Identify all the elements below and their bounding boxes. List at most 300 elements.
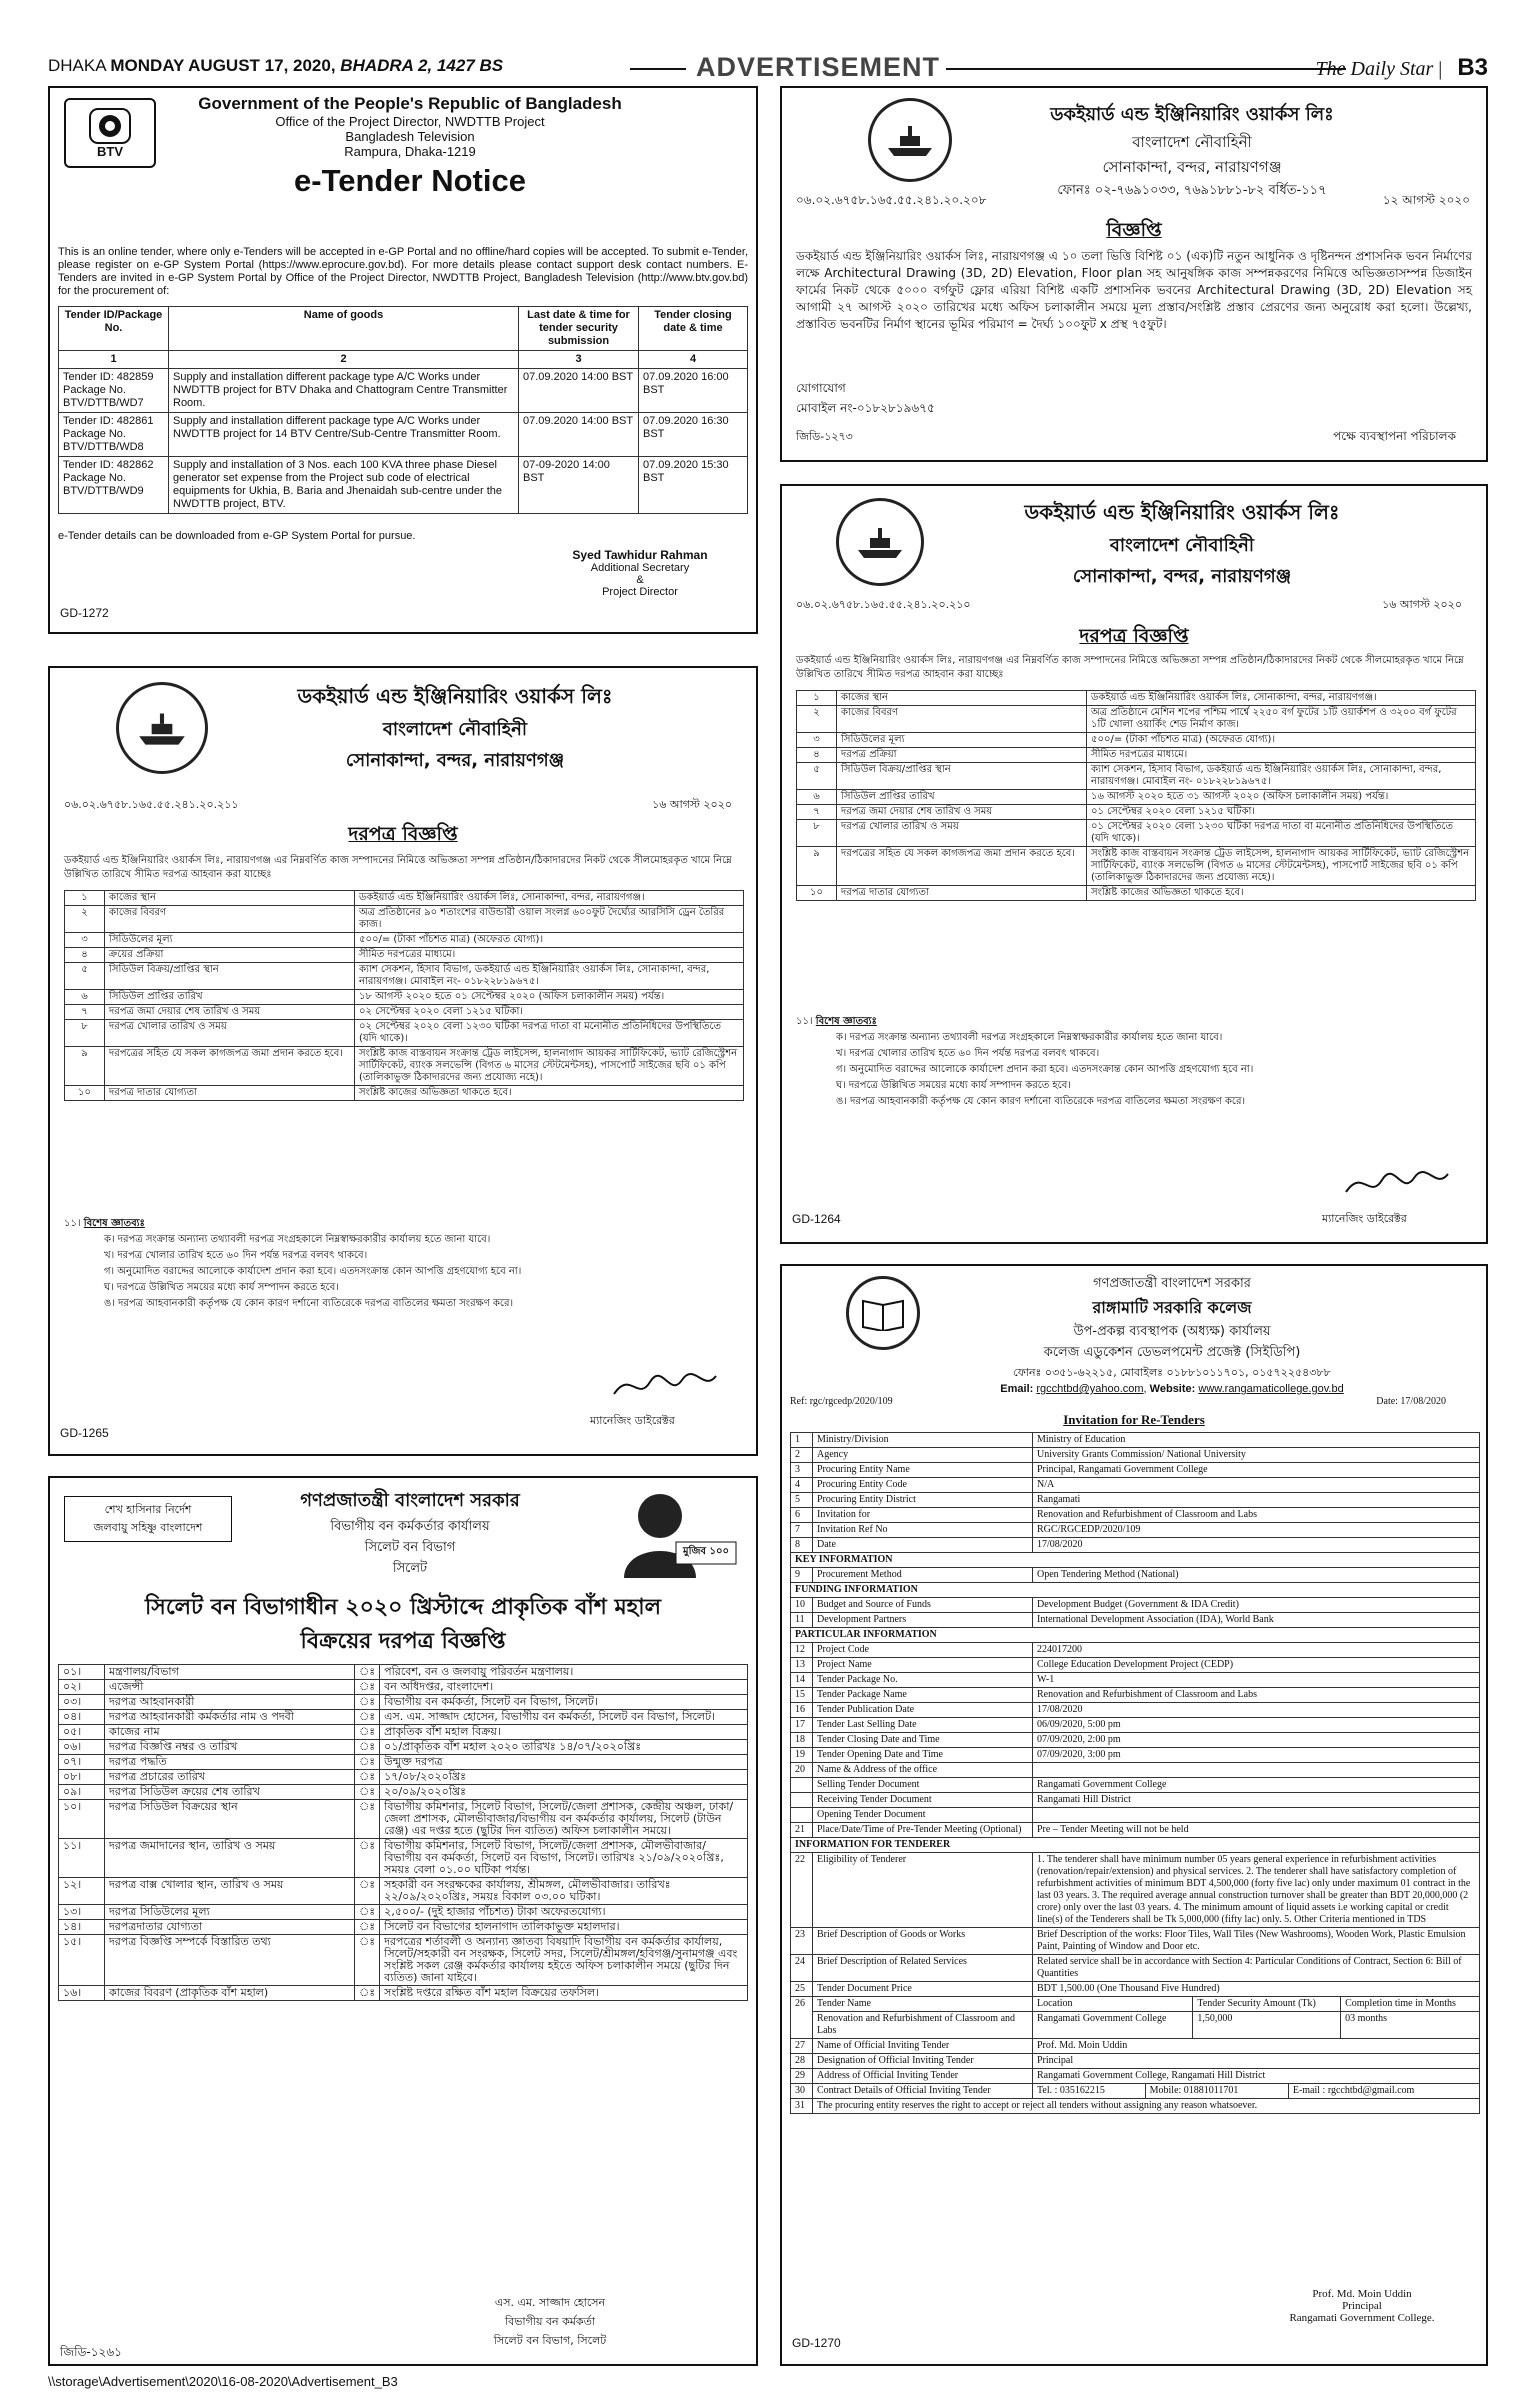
dockyard-notice-body: ডকইয়ার্ড এন্ড ইঞ্জিনিয়ারিং ওয়ার্কস লিঃ, নারায়ণগঞ্জ এ ১০ তলা ভিত্তি বিশিষ্ট ০১ (এক)টি নতুন আধুনিক ও দৃষ্টিনন্দন প্রশাসনিক ভবন নির্মাণের লক্ষে Architectural Drawing (3D, 2D) Elevation, Floor plan সহ আনুষঙ্গিক কাজ সম্পন্নকরণের নিমিত্তে অভিজ্ঞতাসম্পন্ন ডিজাইন ফার্মের নিকট থেকে ৫০০০ বর্গফুট ফ্লোর এরিয়া বিশিষ্ট একটি প্রশাসনিক ভবনের Architectural Drawing (3D, 2D) Elevation সহ আগামী ২৭ আগস্ট ২০২০ তারিখের মধ্যে অফিস চলাকালীন সময়ে মূল্য প্রস্তাব/সংশ্লিষ্ট প্রস্তাব প্রেরণের জন্য অনুরোধ করা হলো। উল্লেখ্য, প্রস্তাবিত ভবনটির নির্মাণ স্থানের ভূমির পরিমাণ = দৈর্ঘ্য ১০০ফুট x প্রস্থ ৭৫ফুট। [796, 249, 1472, 331]
tender-left-signature [610, 1368, 720, 1409]
cell: 25 [791, 1982, 813, 1997]
cell: N/A [1033, 1478, 1480, 1493]
cell: Opening Tender Document [813, 1808, 1033, 1823]
btv-gd-code: GD-1272 [60, 606, 109, 620]
college-office: উপ-প্রকল্প ব্যবস্থাপক (অধ্যক্ষ) কার্যালয় [1073, 1324, 1271, 1339]
cell: ২ [797, 706, 837, 733]
dockyard-notice-heading [972, 100, 1412, 202]
cell: বন অধিদপ্তর, বাংলাদেশ। [380, 1680, 748, 1695]
btv-screen-icon [89, 108, 131, 144]
table-row [791, 1955, 1480, 1982]
cell: Supply and installation different package type A/C Works under NWDTTB project for BTV Dhaka and Chattogram Centre Transmitter Room. [169, 369, 519, 413]
masthead: The Daily Star | B3 [1315, 54, 1488, 81]
cell: Place/Date/Time of Pre-Tender Meeting (Optional) [813, 1823, 1033, 1838]
table-row [59, 1839, 748, 1878]
table-row [791, 1733, 1480, 1748]
cell: ০২ সেপ্টেম্বর ২০২০ বেলা ১২৩০ ঘটিকা দরপত্র দাতা বা মনোনীত প্রতিনিধিদের উপস্থিতিতে (যদি থাকে)। [355, 1020, 744, 1047]
cell: Mobile: 01881011701 [1145, 2084, 1288, 2099]
cell: 14 [791, 1673, 813, 1688]
cell: Receiving Tender Document [813, 1793, 1033, 1808]
cell: Location [1033, 1997, 1193, 2012]
table-row [791, 1928, 1480, 1955]
table-row [59, 1905, 748, 1920]
cell: 07-09-2020 14:00 BST [519, 457, 639, 514]
cell: ক্রয়ের প্রক্রিয়া [105, 948, 355, 963]
sylhet-signature-block [450, 2294, 650, 2351]
tender-right-notes [796, 1014, 1476, 1110]
cell: ঃ [355, 1878, 380, 1905]
btv-signer-title: Additional Secretary [590, 562, 690, 574]
college-tender-table [790, 1432, 1480, 2114]
btv-col-security: Last date & time for tender security submission [519, 307, 639, 351]
cell: দরপত্র খোলার তারিখ ও সময় [837, 820, 1087, 847]
note-item: ঙ। দরপত্র আহবানকারী কর্তৃপক্ষ যে কোন কারণ দর্শানো ব্যতিরেকে দরপত্র বাতিলের ক্ষমতা সংরক্ষণ করে। [104, 1298, 514, 1309]
cell: ৩ [65, 933, 105, 948]
cell: ০১ সেপ্টেম্বর ২০২০ বেলা ১২১৫ ঘটিকা। [1087, 805, 1476, 820]
table-row [791, 1568, 1480, 1583]
cell: 8 [791, 1538, 813, 1553]
cell: দরপত্রদাতার যোগ্যতা [105, 1920, 355, 1935]
table-row [791, 1748, 1480, 1763]
cell: সিলেট বন বিভাগের হালনাগাদ তালিকাভুক্ত মহালদার। [380, 1920, 748, 1935]
table-row [59, 1800, 748, 1839]
cell: E-mail : rgcchtbd@gmail.com [1288, 2084, 1479, 2099]
btv-title: e-Tender Notice [294, 163, 526, 198]
book-icon [861, 1295, 905, 1331]
cell: Tender Closing Date and Time [813, 1733, 1033, 1748]
tender-right-heading [942, 498, 1422, 593]
mujib-100-emblem [610, 1482, 740, 1578]
cell: ঃ [355, 1665, 380, 1680]
header-rule [946, 68, 1346, 70]
cell: 07.09.2020 14:00 BST [519, 413, 639, 457]
btv-signer-name: Syed Tawhidur Rahman [572, 548, 708, 562]
signature-scribble [1342, 1166, 1452, 1202]
college-signature-block [1262, 2288, 1462, 2324]
cell: প্রাকৃতিক বাঁশ মহাল বিক্রয়। [380, 1725, 748, 1740]
college-email[interactable]: rgcchtbd@yahoo.com [1036, 1383, 1144, 1395]
cell: 4 [791, 1478, 813, 1493]
cell: 17/08/2020 [1033, 1538, 1480, 1553]
table-row [791, 1433, 1480, 1448]
btv-col-number: 1 [59, 351, 169, 369]
cell: দরপত্র দাতার যোগ্যতা [837, 886, 1087, 901]
cell: সিডিউল বিক্রয়/প্রাপ্তির স্থান [837, 763, 1087, 790]
table-row [791, 2039, 1480, 2054]
btv-col-number: 4 [639, 351, 748, 369]
cell: দরপত্র সিডিউল বিক্রয়ের স্থান [105, 1800, 355, 1839]
table-row [797, 790, 1476, 805]
cell: ১০ [65, 1086, 105, 1101]
college-tender-table-b [790, 1996, 1480, 2039]
cell: ৪ [797, 748, 837, 763]
cell: Development Partners [813, 1613, 1033, 1628]
dockyard-logo [868, 98, 952, 182]
cell: 1,50,000 [1193, 2012, 1341, 2039]
cell: ডকইয়ার্ড এন্ড ইঞ্জিনিয়ারিং ওয়ার্কস লিঃ, সোনাকান্দা, বন্দর, নারায়ণগঞ্জ। [1087, 691, 1476, 706]
cell: সংশ্লিষ্ট দপ্তরে রক্ষিত বাঁশ মহাল বিক্রয়ের তফসিল। [380, 1986, 748, 2001]
cell: Tender Last Selling Date [813, 1718, 1033, 1733]
table-row [791, 1478, 1480, 1493]
tender-left-notes-no: ১১। [64, 1218, 81, 1229]
cell: সংশ্লিষ্ট কাজের অভিজ্ঞতা থাকতে হবে। [1087, 886, 1476, 901]
cell: ঃ [355, 1800, 380, 1839]
college-signer-org: Rangamati Government College. [1289, 2312, 1435, 2324]
note-item: ক। দরপত্র সংক্রান্ত অন্যান্য তথ্যাবলী দরপত্র সংগ্রহকালে নিম্নস্বাক্ষরকারীর কার্যালয় হতে জানা যাবে। [104, 1234, 491, 1245]
btv-footnote: e-Tender details can be downloaded from e-GP System Portal for pursue. [58, 530, 416, 542]
tender-right-org: ডকইয়ার্ড এন্ড ইঞ্জিনিয়ারিং ওয়ার্কস লিঃ [1024, 500, 1340, 524]
cell: ক্যাশ সেকশন, হিসাব বিভাগ, ডকইয়ার্ড এন্ড ইঞ্জিনিয়ারিং ওয়ার্কস লিঃ, সোনাকান্দা, বন্দর, নারায়ণগঞ্জ। মোবাইল নং- ০১৮২২৮১৯৬৭৫। [355, 963, 744, 990]
tender-left-gd-code: GD-1265 [60, 1426, 109, 1440]
cell: ৮ [65, 1020, 105, 1047]
cell [1033, 1808, 1480, 1823]
cell: RGC/RGCEDP/2020/109 [1033, 1523, 1480, 1538]
table-row [791, 1628, 1480, 1643]
cell: Contract Details of Official Inviting Tender [813, 2084, 1033, 2099]
cell: মন্ত্রণালয়/বিভাগ [105, 1665, 355, 1680]
dockyard-gd-code: জিডি-১২৭৩ [796, 430, 853, 443]
cell: 22 [791, 1853, 813, 1928]
cell: 17/08/2020 [1033, 1703, 1480, 1718]
cell: Development Budget (Government & IDA Credit) [1033, 1598, 1480, 1613]
cell: কাজের বিবরণ (প্রাকৃতিক বাঁশ মহাল) [105, 1986, 355, 2001]
college-heading: গণপ্রজাতন্ত্রী বাংলাদেশ সরকার রাঙ্গামাটি সরকারি কলেজ উপ-প্রকল্প ব্যবস্থাপক (অধ্যক্ষ) কার্যালয় কলেজ এডুকেশন ডেভলপমেন্ট প্রজেক্ট (সিইডিপি) ফোনঃ ০৩৫১-৬২২১৫, মোবাইলঃ ০১৮৮১০১১৭০১, ০১৫৭২২৫৪৩৮৮ Email: rgcchtbd@yahoo.com, Website: www.rangamaticollege.gov.bd [932, 1274, 1412, 1395]
cell: Principal, Rangamati Government College [1033, 1463, 1480, 1478]
table-row [59, 1665, 748, 1680]
btv-intro: This is an online tender, where only e-Tenders will be accepted in e-GP Portal and no offline/hard copies will be accepted. To submit e-Tender, please register on e-GP System Portal (https://www.eprocure.gov.bd). For more details please contact support desk contact numbers. E-Tenders are invited in e-GP System Portal by Office of the Project Director, NWDTTB Project, Bangladesh Television (http://www.btv.gov.bd) for the procurement of: [58, 246, 748, 297]
cell: ঃ [355, 1986, 380, 2001]
cell: কাজের বিবরণ [837, 706, 1087, 733]
table-row [65, 1047, 744, 1086]
cell: ০৪। [59, 1710, 105, 1725]
portrait-icon [610, 1482, 740, 1578]
table-row [59, 1725, 748, 1740]
btv-col-number: 3 [519, 351, 639, 369]
slogan-line: শেখ হাসিনার নির্দেশ [104, 1503, 192, 1516]
slogan-line: জলবায়ু সহিষ্ণু বাংলাদেশ [93, 1521, 203, 1534]
table-row [65, 906, 744, 933]
cell: দরপত্র বাক্স খোলার স্থান, তারিখ ও সময় [105, 1878, 355, 1905]
cell: Brief Description of Related Services [813, 1955, 1033, 1982]
table-row [797, 691, 1476, 706]
cell: ৯ [65, 1047, 105, 1086]
cell: ঃ [355, 1755, 380, 1770]
table-row [59, 1695, 748, 1710]
cell: 6 [791, 1508, 813, 1523]
cell: 26 [791, 1997, 813, 2039]
table-row [797, 706, 1476, 733]
cell: Rangamati Hill District [1033, 1793, 1480, 1808]
sylhet-signer-title: বিভাগীয় বন কর্মকর্তা [504, 2315, 596, 2328]
cell: ঃ [355, 1935, 380, 1986]
cell: ১০। [59, 1800, 105, 1839]
cell: ৫ [797, 763, 837, 790]
cell: ১১। [59, 1839, 105, 1878]
cell: Designation of Official Inviting Tender [813, 2054, 1033, 2069]
table-row [59, 1878, 748, 1905]
paper-name: The Daily Star [1315, 58, 1434, 80]
cell: সিডিউলের মূল্য [837, 733, 1087, 748]
cell: Name of Official Inviting Tender [813, 2039, 1033, 2054]
cell: সংশ্লিষ্ট কাজ বাস্তবায়ন সংক্রান্ত ট্রেড লাইসেন্স, হালনাগাদ আয়কর সার্টিফিকেট, ভ্যাট রেজিস্ট্রেশন সার্টিফিকেট, ব্যাংক সলভেন্সি (বিগত ৬ মাসের স্টেটমেন্টসহ), পাসপোর্ট সাইজের ছবি ০১ কপি (তালিকাভুক্ত ঠিকাদারদের জন্য প্রযোজ্য নহে)। [1087, 847, 1476, 886]
dockyard-org: ডকইয়ার্ড এন্ড ইঞ্জিনিয়ারিং ওয়ার্কস লিঃ [1050, 104, 1334, 125]
table-row [59, 1920, 748, 1935]
cell: ০১/প্রাকৃতিক বাঁশ মহাল ২০২০ তারিখঃ ১৪/০৭/২০২০খ্রিঃ [380, 1740, 748, 1755]
mujib-badge: মুজিব ১০০ [683, 1546, 729, 1557]
dateline-city: DHAKA [48, 56, 106, 75]
cell: দরপত্রের সহিত যে সকল কাগজপত্র জমা প্রদান করতে হবে। [105, 1047, 355, 1086]
table-row [65, 990, 744, 1005]
cell: BDT 1,500.00 (One Thousand Five Hundred) [1033, 1982, 1480, 1997]
college-website[interactable]: www.rangamaticollege.gov.bd [1198, 1383, 1344, 1395]
cell: ২ [65, 906, 105, 933]
cell: 18 [791, 1733, 813, 1748]
cell: Related service shall be in accordance with Section 4: Particular Conditions of Contract, Section 6: Bill of Quantities [1033, 1955, 1480, 1982]
cell: ৬ [65, 990, 105, 1005]
college-email-label: Email: [1000, 1383, 1034, 1395]
college-ref: Ref: rgc/rgcedp/2020/109 [790, 1396, 893, 1407]
cell: বিভাগীয় কমিশনার, সিলেট বিভাগ, সিলেট/জেলা প্রশাসক, মৌলভীবাজার/বিভাগীয় বন কর্মকর্তা, সিলেট বন বিভাগ, সিলেট। তারিখঃ ২১/০৯/২০২০খ্রিঃ, সময়ঃ বেলা ০১.০০ ঘটিকা পর্যন্ত। [380, 1839, 748, 1878]
tender-right-intro: ডকইয়ার্ড এন্ড ইঞ্জিনিয়ারিং ওয়ার্কস লিঃ, নারায়ণগঞ্জ এর নিম্নবর্ণিত কাজ সম্পাদনের নিমিত্তে অভিজ্ঞতা সম্পন্ন প্রতিষ্ঠান/ঠিকাদারদের নিকট থেকে সীলমোহরকৃত খামে নিম্নে উল্লিখিত তারিখে সীমিত দরপত্র আহবান করা যাচ্ছেঃ [796, 655, 1464, 680]
table-row [791, 1793, 1480, 1808]
ad-rangamati-college [780, 1264, 1488, 2366]
cell: ২,৫০০/- (দুই হাজার পাঁচশত) টাকা অফেরতযোগ্য। [380, 1905, 748, 1920]
cell: ০১। [59, 1665, 105, 1680]
cell: ঃ [355, 1725, 380, 1740]
cell: কাজের নাম [105, 1725, 355, 1740]
tender-left-title: দরপত্র বিজ্ঞপ্তি [348, 823, 458, 845]
cell: ৫ [65, 963, 105, 990]
btv-signature-block [550, 548, 730, 598]
table-row [791, 1718, 1480, 1733]
cell: দরপত্র প্রক্রিয়া [837, 748, 1087, 763]
note-item: ঙ। দরপত্র আহবানকারী কর্তৃপক্ষ যে কোন কারণ দর্শানো ব্যতিরেকে দরপত্র বাতিলের ক্ষমতা সংরক্ষণ করে। [836, 1096, 1246, 1107]
table-row [797, 763, 1476, 790]
cell: এস. এম. সাজ্জাদ হোসেন, বিভাগীয় বন কর্মকর্তা, সিলেট বন বিভাগ, সিলেট। [380, 1710, 748, 1725]
cell: Ministry of Education [1033, 1433, 1480, 1448]
cell: International Development Association (IDA), World Bank [1033, 1613, 1480, 1628]
cell [791, 1778, 813, 1793]
sylhet-tender-table [58, 1664, 748, 2001]
cell: ১৭/০৮/২০২০খ্রিঃ [380, 1770, 748, 1785]
cell: 15 [791, 1688, 813, 1703]
tender-left-heading [220, 682, 690, 777]
cell: অত্র প্রতিষ্ঠানে মেশিন শপের পশ্চিম পার্শ্বে ২২৫০ বর্গ ফুটের ১টি ওয়ার্কশপ ও ৩২০০ বর্গ ফুটের ১টি খোলা ওয়ার্কিং শেড নির্মাণ কাজ। [1087, 706, 1476, 733]
cell: দরপত্র প্রচারের তারিখ [105, 1770, 355, 1785]
cell: Rangamati Government College [1033, 1778, 1480, 1793]
cell: ০২ সেপ্টেম্বর ২০২০ বেলা ১২১৫ ঘটিকা। [355, 1005, 744, 1020]
table-row [791, 1673, 1480, 1688]
cell: 17 [791, 1718, 813, 1733]
cell: কাজের স্থান [837, 691, 1087, 706]
cell: 224017200 [1033, 1643, 1480, 1658]
table-row [791, 1703, 1480, 1718]
header-rule [630, 68, 686, 70]
cell: Tender Opening Date and Time [813, 1748, 1033, 1763]
cell: 07.09.2020 15:30 BST [639, 457, 748, 514]
cell: 9 [791, 1568, 813, 1583]
cell: Supply and installation different package type A/C Works under NWDTTB project for 14 BTV Centre/Sub-Centre Transmitter Room. [169, 413, 519, 457]
table-row [59, 369, 748, 413]
cell: দরপত্র আহবানকারী কর্মকর্তার নাম ও পদবী [105, 1710, 355, 1725]
btv-tender-table [58, 306, 748, 514]
cell: বিভাগীয় বন কর্মকর্তা, সিলেট বন বিভাগ, সিলেট। [380, 1695, 748, 1710]
cell: দরপত্র দাতার যোগ্যতা [105, 1086, 355, 1101]
table-row [65, 948, 744, 963]
cell: পরিবেশ, বন ও জলবায়ু পরিবর্তন মন্ত্রণালয়। [380, 1665, 748, 1680]
table-row [791, 1493, 1480, 1508]
table-row [791, 2069, 1480, 2084]
college-gov: গণপ্রজাতন্ত্রী বাংলাদেশ সরকার [1093, 1276, 1251, 1291]
cell: KEY INFORMATION [791, 1553, 1480, 1568]
college-gd-code: GD-1270 [792, 2336, 841, 2350]
sylhet-gov: গণপ্রজাতন্ত্রী বাংলাদেশ সরকার [300, 1490, 520, 1511]
table-row [791, 1778, 1480, 1793]
cell: Ministry/Division [813, 1433, 1033, 1448]
sylhet-signer-org: সিলেট বন বিভাগ, সিলেট [493, 2334, 607, 2347]
table-row [791, 1853, 1480, 1928]
dateline [48, 56, 503, 76]
sylhet-city: সিলেট [392, 1561, 428, 1576]
section-title: ADVERTISEMENT [696, 52, 941, 82]
cell: 5 [791, 1493, 813, 1508]
table-row [59, 1710, 748, 1725]
cell: Tender Package Name [813, 1688, 1033, 1703]
cell: Invitation Ref No [813, 1523, 1033, 1538]
dockyard-address: সোনাকান্দা, বন্দর, নারায়ণগঞ্জ [1102, 158, 1282, 176]
cell [791, 1808, 813, 1823]
btv-unit: Bangladesh Television [345, 129, 475, 144]
cell: Rangamati Government College [1033, 2012, 1193, 2039]
cell: সিডিউল প্রাপ্তির তারিখ [105, 990, 355, 1005]
cell: Address of Official Inviting Tender [813, 2069, 1033, 2084]
cell: Name & Address of the office [813, 1763, 1033, 1778]
cell: Principal [1033, 2054, 1480, 2069]
cell: অত্র প্রতিষ্ঠানের ৯০ শতাংশের বাউন্ডারী ওয়াল সংলগ্ন ৬০০ফুট দৈর্ঘ্যের আরসিসি ড্রেন তৈরির কাজ। [355, 906, 744, 933]
btv-logo-text: BTV [97, 143, 123, 159]
cell: Procuring Entity Code [813, 1478, 1033, 1493]
cell: Procurement Method [813, 1568, 1033, 1583]
tender-right-signer: ম্যানেজিং ডাইরেক্টর [1322, 1212, 1407, 1225]
ad-dockyard-notice [780, 86, 1488, 462]
table-row [791, 1583, 1480, 1598]
cell: ঃ [355, 1740, 380, 1755]
cell: 13 [791, 1658, 813, 1673]
college-web-label: Website: [1149, 1383, 1196, 1395]
tender-left-notes [64, 1216, 744, 1312]
cell: ঃ [355, 1680, 380, 1695]
table-row [791, 1658, 1480, 1673]
table-row [791, 1508, 1480, 1523]
cell: Supply and installation of 3 Nos. each 100 KVA three phase Diesel generator set expense from the Project sub code of electrical equipments for Ukhia, B. Baria and Jhenaidah sub-centre under the NWDTTB project, BTV. [169, 457, 519, 514]
table-row [791, 1838, 1480, 1853]
cell: ০২। [59, 1680, 105, 1695]
cell: 24 [791, 1955, 813, 1982]
dockyard-notice-title: বিজ্ঞপ্তি [1106, 219, 1162, 241]
btv-address: Rampura, Dhaka-1219 [344, 144, 476, 159]
cell: ঃ [355, 1770, 380, 1785]
cell: সীমিত দরপত্রের মাধ্যমে। [1087, 748, 1476, 763]
cell: ৫০০/= (টাকা পাঁচশত মাত্র) (অফেরত যোগ্য)। [1087, 733, 1476, 748]
cell: ১৪। [59, 1920, 105, 1935]
tender-right-title: দরপত্র বিজ্ঞপ্তি [1079, 625, 1189, 647]
dockyard-logo [836, 498, 924, 586]
table-row [65, 963, 744, 990]
cell: দরপত্র বিজ্ঞপ্তি নম্বর ও তারিখ [105, 1740, 355, 1755]
cell: ডকইয়ার্ড এন্ড ইঞ্জিনিয়ারিং ওয়ার্কস লিঃ, সোনাকান্দা, বন্দর, নারায়ণগঞ্জ। [355, 891, 744, 906]
btv-col-goods: Name of goods [169, 307, 519, 351]
cell: INFORMATION FOR TENDERER [791, 1838, 1480, 1853]
cell: Selling Tender Document [813, 1778, 1033, 1793]
cell: সংশ্লিষ্ট কাজের অভিজ্ঞতা থাকতে হবে। [355, 1086, 744, 1101]
cell: 03 months [1341, 2012, 1480, 2039]
table-row [791, 1598, 1480, 1613]
cell [1033, 1763, 1480, 1778]
cell: ১২। [59, 1878, 105, 1905]
cell: ৪ [65, 948, 105, 963]
ad-btv-etender [48, 86, 758, 634]
btv-office: Office of the Project Director, NWDTTB Project [275, 114, 545, 129]
cell: ০৫। [59, 1725, 105, 1740]
cell: 29 [791, 2069, 813, 2084]
cell: ৭ [65, 1005, 105, 1020]
ad-dockyard-tender-left [48, 666, 758, 1456]
dockyard-logo [116, 682, 208, 774]
btv-signer-title: Project Director [602, 586, 678, 598]
table-row [791, 1553, 1480, 1568]
sylhet-title-line1: সিলেট বন বিভাগাধীন ২০২০ খ্রিস্টাব্দে প্রাকৃতিক বাঁশ মহাল [145, 1595, 661, 1620]
table-row [59, 1986, 748, 2001]
cell: ০৬। [59, 1740, 105, 1755]
cell: Brief Description of Goods or Works [813, 1928, 1033, 1955]
cell: ঃ [355, 1920, 380, 1935]
cell: সীমিত দরপত্রের মাধ্যমে। [355, 948, 744, 963]
note-item: খ। দরপত্র খোলার তারিখ হতে ৬০ দিন পর্যন্ত দরপত্র বলবৎ থাকবে। [104, 1250, 368, 1261]
sylhet-office: বিভাগীয় বন কর্মকর্তার কার্যালয় [330, 1519, 490, 1534]
dockyard-contact-label: যোগাযোগ [796, 381, 846, 395]
table-row [797, 733, 1476, 748]
cell: The procuring entity reserves the right to accept or reject all tenders without assigning any reason whatsoever. [813, 2099, 1480, 2114]
cell: সিডিউল প্রাপ্তির তারিখ [837, 790, 1087, 805]
dockyard-sub: বাংলাদেশ নৌবাহিনী [1132, 133, 1252, 151]
college-signer: Prof. Md. Moin Uddin [1312, 2288, 1412, 2300]
table-row [797, 820, 1476, 847]
cell: Eligibility of Tenderer [813, 1853, 1033, 1928]
tender-left-intro: ডকইয়ার্ড এন্ড ইঞ্জিনিয়ারিং ওয়ার্কস লিঃ, নারায়ণগঞ্জ এর নিম্নবর্ণিত কাজ সম্পাদনের নিমিত্তে অভিজ্ঞতা সম্পন্ন প্রতিষ্ঠান/ঠিকাদারদের নিকট থেকে সীলমোহরকৃত খামে নিম্নে উল্লিখিত তারিখে সীমিত দরপত্র আহবান করা যাচ্ছেঃ [64, 855, 732, 880]
cell: দরপত্রের শর্তাবলী ও অন্যান্য জ্ঞাতব্য বিষয়াদি বিভাগীয় বন কর্মকর্তার কার্যালয়, সিলেট/সহকারী বন সংরক্ষক, সিলেট সদর, সিলেট/শ্রীমঙ্গল/হবিগঞ্জ/সুনামগঞ্জ এবং সংশ্লিষ্ট সকল রেঞ্জ কর্মকর্তার কার্যালয় হইতে অফিস চলাকালীন সময়ে (ছুটির দিন ব্যতিত) জানা যাইবে। [380, 1935, 748, 1986]
cell: ৮ [797, 820, 837, 847]
table-row [59, 1935, 748, 1986]
cell: Renovation and Refurbishment of Classroom and Labs [1033, 1688, 1480, 1703]
note-item: ঘ। দরপত্রে উল্লিখিত সময়ের মধ্যে কার্য সম্পাদন করতে হবে। [104, 1282, 339, 1293]
page-number: B3 [1457, 54, 1488, 81]
cell: দরপত্রের সহিত যে সকল কাগজপত্র জমা প্রদান করতে হবে। [837, 847, 1087, 886]
ship-icon [133, 707, 191, 749]
dateline-bangla-date: BHADRA 2, 1427 BS [340, 56, 504, 75]
cell: দরপত্র পদ্ধতি [105, 1755, 355, 1770]
cell: University Grants Commission/ National University [1033, 1448, 1480, 1463]
cell: ৫০০/= (টাকা পাঁচশত মাত্র) (অফেরত যোগ্য)। [355, 933, 744, 948]
cell: 16 [791, 1703, 813, 1718]
cell: Agency [813, 1448, 1033, 1463]
cell: Tender ID: 482861 Package No. BTV/DTTB/WD8 [59, 413, 169, 457]
cell: 27 [791, 2039, 813, 2054]
cell: 30 [791, 2084, 813, 2099]
cell: ১৬। [59, 1986, 105, 2001]
btv-col-closing: Tender closing date & time [639, 307, 748, 351]
cell: এজেন্সী [105, 1680, 355, 1695]
cell: ১০ [797, 886, 837, 901]
